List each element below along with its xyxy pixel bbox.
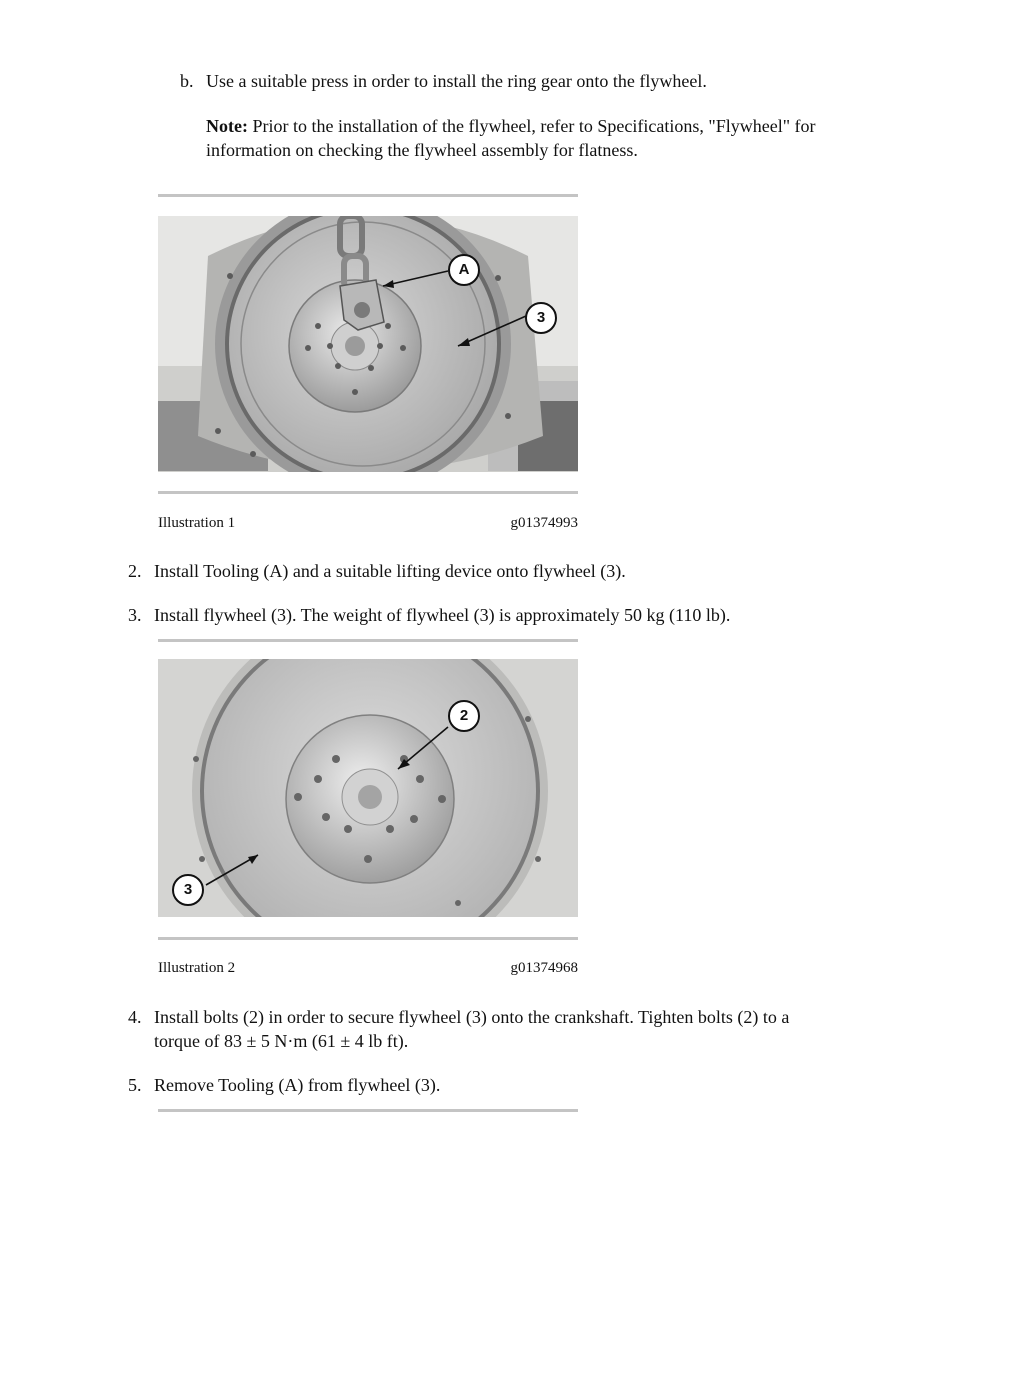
callout-2-label: 2 — [448, 700, 480, 732]
note-text-1: Prior to the installation of the flywheel, refer to Specifications, "Flywheel" for — [252, 116, 816, 136]
callout-3-label: 3 — [525, 302, 557, 334]
callout-a-label: A — [448, 254, 480, 286]
step-4-number: 4. — [128, 1007, 142, 1027]
note-label: Note: — [206, 116, 248, 136]
illustration-2-bottom-rule — [158, 937, 578, 940]
illustration-1-caption: Illustration 1 — [158, 515, 236, 531]
illustration-1-code: g01374993 — [510, 515, 578, 531]
step-3-text: Install flywheel (3). The weight of flywheel (3) is approximately 50 kg (110 lb). — [154, 605, 731, 625]
step-b-marker: b. — [180, 71, 194, 91]
step-2-number: 2. — [128, 561, 142, 581]
illustration-2-code: g01374968 — [510, 960, 578, 976]
callout-3-label-2: 3 — [172, 874, 204, 906]
illustration-1-top-rule — [158, 194, 578, 197]
illustration-1-bottom-rule — [158, 491, 578, 494]
note-line-2: information on checking the flywheel assembly for flatness. — [206, 140, 638, 160]
note-line-1 — [206, 114, 926, 138]
step-b-text: Use a suitable press in order to install the ring gear onto the flywheel. — [206, 71, 707, 91]
illustration-2-top-rule — [158, 639, 578, 642]
step-2-text: Install Tooling (A) and a suitable lifting device onto flywheel (3). — [154, 561, 626, 581]
illustration-2-caption: Illustration 2 — [158, 960, 236, 976]
illustration-1-photo — [158, 216, 578, 472]
illustration-2-photo — [158, 659, 578, 917]
step-5-text: Remove Tooling (A) from flywheel (3). — [154, 1075, 441, 1095]
step-5-number: 5. — [128, 1075, 142, 1095]
step-3-number: 3. — [128, 605, 142, 625]
step-4-line-1: Install bolts (2) in order to secure flywheel (3) onto the crankshaft. Tighten bolts (2) to a — [154, 1007, 790, 1027]
step-4-line-2: torque of 83 ± 5 N·m (61 ± 4 lb ft). — [154, 1031, 409, 1051]
end-rule — [158, 1109, 578, 1112]
